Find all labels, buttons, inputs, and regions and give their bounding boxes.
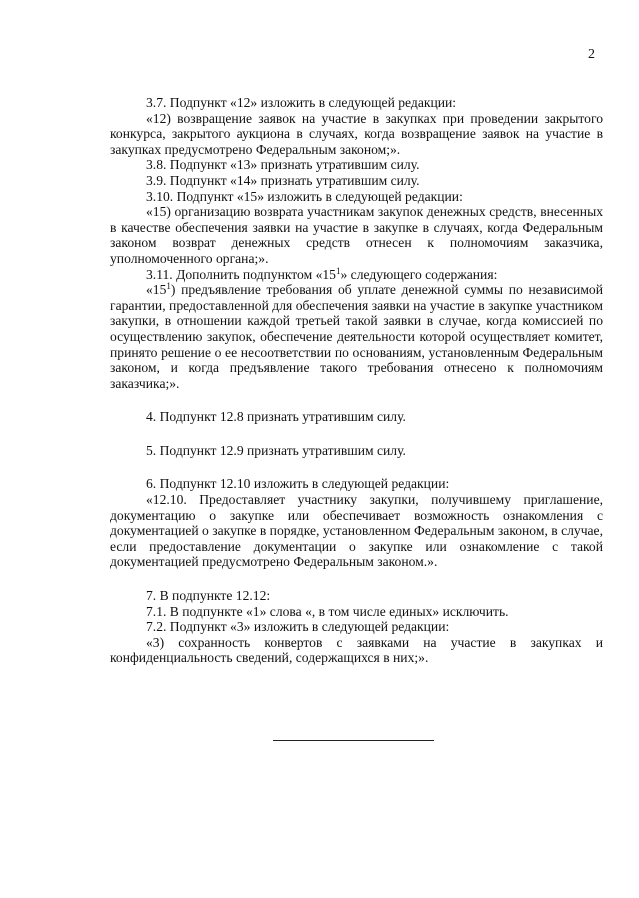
paragraph-6: 6. Подпункт 12.10 изложить в следующей редакции: [146,476,450,492]
paragraph-3-9: 3.9. Подпункт «14» признать утратившим силу. [146,172,420,188]
paragraph-3-11-text [110,282,603,391]
superscript-mark: 1 [335,265,341,276]
paragraph-3-11-post: » следующего содержания: [340,266,498,282]
paragraph-3-11-pre: 3.11. Дополнить подпунктом «15 [146,266,336,282]
paragraph-3-10-text: «15) организацию возврата участникам закупок денежных средств, внесенных в качестве обеспечения заявки на участие в закупке в случаях, когда Федеральным законом возврат денежных средств отнесен к полномочиям заказчика, уполномоченного органа;». [110,204,603,266]
paragraph-7-1: 7.1. В подпункте «1» слова «, в том числе единых» исключить. [146,603,509,619]
page-number: 2 [588,47,595,62]
paragraph-4: 4. Подпункт 12.8 признать утратившим силу. [146,409,406,425]
closing-rule-line [273,740,434,741]
paragraph-6-text: «12.10. Предоставляет участнику закупки, получившему приглашение, документацию о закупке или обеспечивает возможность ознакомления с документацией о закупке в порядке, установленном Федеральным законом, в случае, если предоставление документации о закупке или ознакомление с такой документацией предусмотрено Федеральным законом.». [110,492,603,570]
paragraph-3-7-text: «12) возвращение заявок на участие в закупках при проведении закрытого конкурса, закрытого аукциона в случаях, когда возвращение заявок на участие в закупках предусмотрено Федеральным законом;». [110,110,603,157]
paragraph-7-2: 7.2. Подпункт «3» изложить в следующей редакции: [146,619,450,635]
paragraph-3-11-text-post: ) предъявление требования об уплате денежной суммы по независимой гарантии, предоставленной для обеспечения заявки на участие в закупке участником закупки, в отношении каждой третьей такой заявки в случае, когда комиссией по осуществлению закупок, обеспечение деятельности которой осуществляет комитет, принято решение о ее несоответствии по основаниям, установленным Федеральным законом, и когда предъявление такого требования отнесено к полномочиям заказчика;». [110,282,603,391]
document-body [110,95,603,666]
paragraph-3-7: 3.7. Подпункт «12» изложить в следующей редакции: [146,95,457,110]
paragraph-5: 5. Подпункт 12.9 признать утратившим силу. [146,442,406,458]
paragraph-3-11 [110,267,603,283]
paragraph-3-11-text-pre: «15 [146,282,167,298]
paragraph-7: 7. В подпункте 12.12: [146,588,271,604]
paragraph-3-8: 3.8. Подпункт «13» признать утратившим силу. [146,157,420,173]
paragraph-7-2-text: «3) сохранность конвертов с заявками на участие в закупках и конфиденциальность сведений, содержащихся в них;». [110,634,603,666]
superscript-mark: 1 [166,281,171,292]
paragraph-3-10: 3.10. Подпункт «15» изложить в следующей редакции: [146,188,463,204]
